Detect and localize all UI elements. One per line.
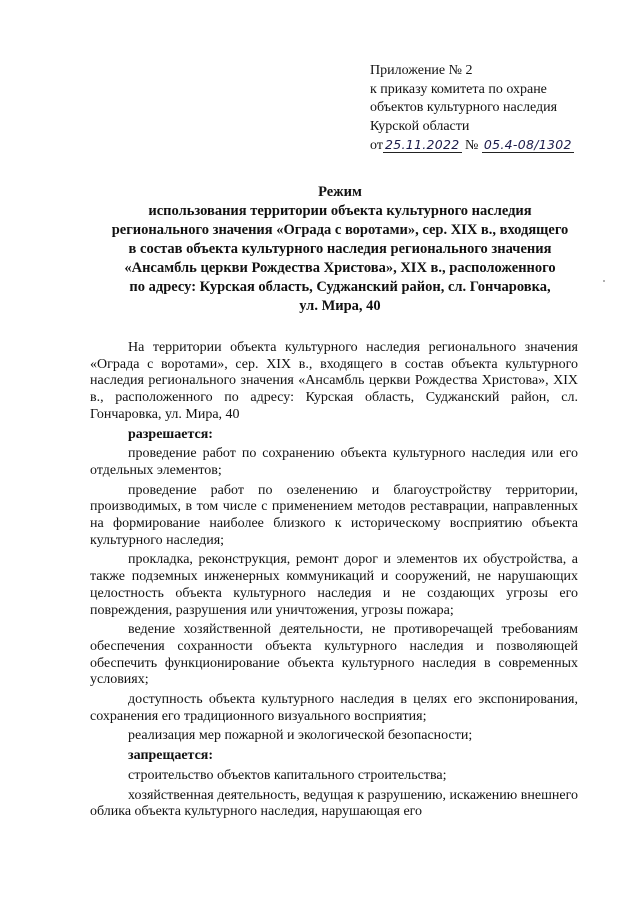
title-line-1: Режим [318,184,362,200]
appendix-header [370,62,632,156]
appendix-committee: объектов культурного наследия [370,100,558,115]
forbidden-item: хозяйственная деятельность, ведущая к разрушению, искажению внешнего облика объекта культурного наследия, нарушающая его [90,787,578,820]
appendix-region: Курской области [370,118,470,134]
allowed-item: реализация мер пожарной и экологической безопасности; [128,728,473,744]
title-line-2: использования территории объекта культурного наследия [148,203,532,219]
title-line-5: «Ансамбль церкви Рождества Христова», XIX в., расположенного [124,260,556,276]
appendix-date-number-line [370,136,632,156]
allowed-item: ведение хозяйственной деятельности, не противоречащей требованиям обеспечения сохранности объекта культурного наследия и позволяющей обеспечить функционирование объекта культурного наследия в современных условиях; [90,622,578,688]
scan-speck [603,280,605,282]
title-line-3: регионального значения «Ограда с воротами», сер. XIX в., входящего [111,222,569,238]
number-label: № [465,138,479,153]
title-line-6: по адресу: Курская область, Суджанский район, сл. Гончаровка, [129,279,551,295]
allowed-item: проведение работ по озеленению и благоустройству территории, производимых, в том числе с применением методов реставрации, направленных на формирование наиболее близкого к историческому восприятию объекта культурного наследия; [90,482,578,548]
allowed-item: прокладка, реконструкция, ремонт дорог и элементов их обустройства, а также подземных инженерных коммуникаций и сооружений, не нарушающих целостность объекта культурного наследия и не создающих угрозы его повреждения, разрушения или уничтожения, угрозы пожара; [90,552,578,618]
appendix-order-ref: к приказу комитета по охране [370,81,547,97]
document-title [90,183,590,316]
forbidden-heading: запрещается: [128,748,214,764]
allowed-item: доступность объекта культурного наследия в целях его экспонирования, сохранения его традиционного визуального восприятия; [90,692,578,724]
title-line-7: ул. Мира, 40 [299,298,381,314]
allowed-heading: разрешается: [128,426,213,442]
intro-paragraph: На территории объекта культурного наследия регионального значения «Ограда с воротами», сер. XIX в., входящего в состав объекта культурного наследия регионального значения «Ансамбль церкви Рождества Христова», XIX в., расположенного по адресу: Курская область, Суджанский район, сл. Гончаровка, ул. Мира, 40 [90,340,578,422]
document-body [90,340,578,824]
appendix-number: Приложение № 2 [370,63,473,78]
handwritten-date: 25.11.2022 [384,137,460,152]
forbidden-item: строительство объектов капитального строительства; [128,767,447,783]
handwritten-number: 05.4-08/1302 [483,137,572,152]
allowed-item: проведение работ по сохранению объекта культурного наследия или его отдельных элементов; [90,446,578,478]
title-line-4: в состав объекта культурного наследия регионального значения [128,241,552,257]
from-label: от [370,138,383,153]
